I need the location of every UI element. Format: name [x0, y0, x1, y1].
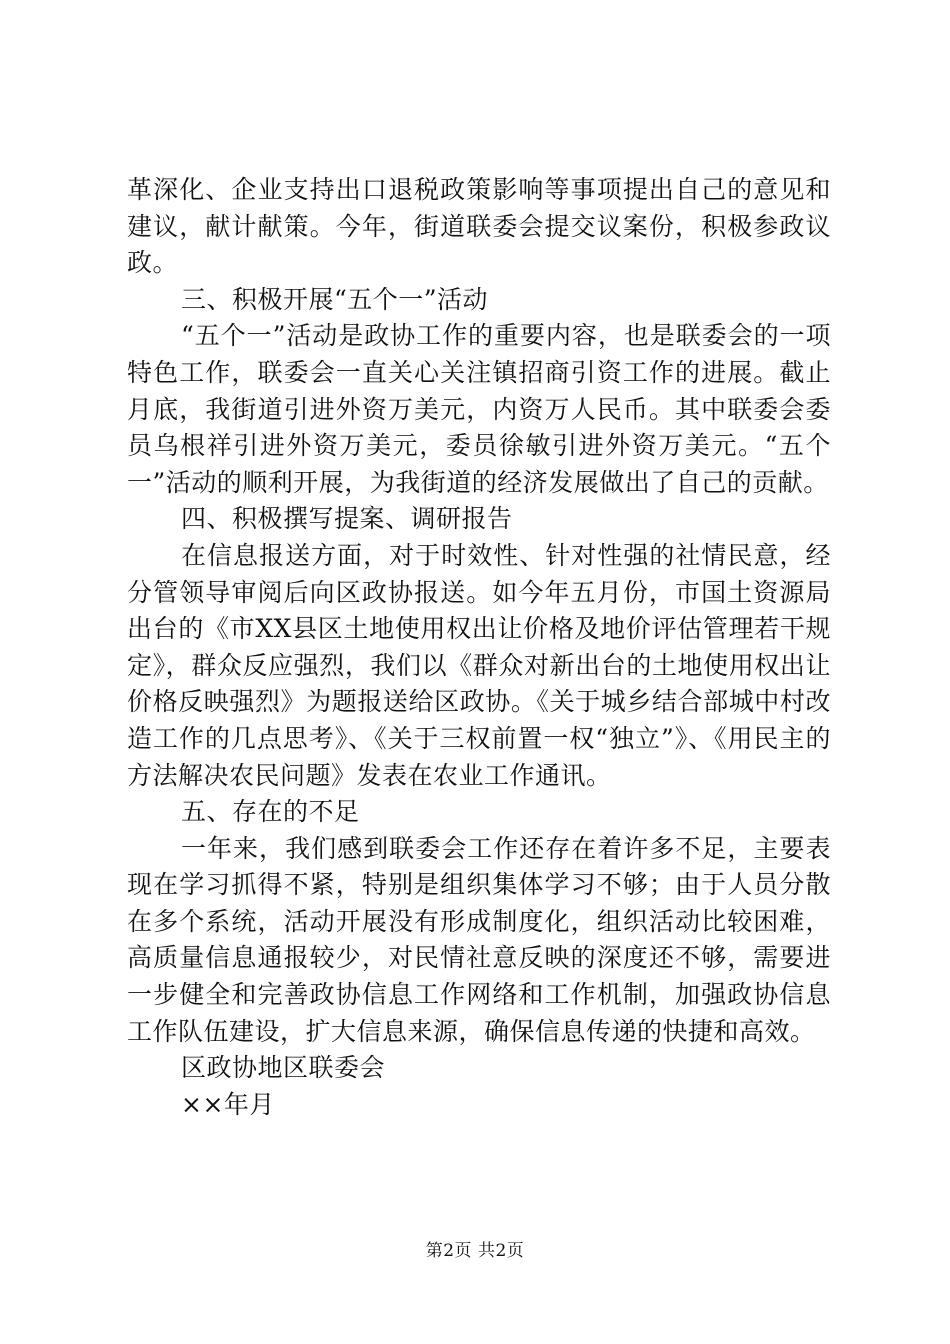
- paragraph-five-activities: “五个一”活动是政协工作的重要内容，也是联委会的一项特色工作，联委会一直关心关注镇招商引资工作的进展。截止月底，我街道引进外资万美元，内资万人民币。其中联委会委员乌根祥引进外资万美元，委员徐敏引进外资万美元。“五个一”活动的顺利开展，为我街道的经济发展做出了自己的贡献。: [127, 321, 831, 497]
- paragraph-continuation: 革深化、企业支持出口退税政策影响等事项提出自己的意见和建议，献计献策。今年，街道联委会提交议案份，积极参政议政。: [127, 175, 831, 278]
- section-heading-four: 四、积极撰写提案、调研报告: [181, 504, 513, 534]
- page-number-footer: 第2页 共2页: [425, 1241, 525, 1261]
- document-body: [127, 172, 831, 1123]
- section-heading-five: 五、存在的不足: [181, 797, 360, 827]
- signature-date: ××年月: [181, 1089, 275, 1119]
- paragraph-shortcomings: 一年来，我们感到联委会工作还存在着许多不足，主要表现在学习抓得不紧，特别是组织集体学习不够；由于人员分散在多个系统，活动开展没有形成制度化，组织活动比较困难，高质量信息通报较少，对民情社意反映的深度还不够，需要进一步健全和完善政协信息工作网络和工作机制，加强政协信息工作队伍建设，扩大信息来源，确保信息传递的快捷和高效。: [127, 833, 831, 1046]
- signature-organization: 区政协地区联委会: [181, 1053, 386, 1083]
- paragraph-information-reporting: 在信息报送方面，对于时效性、针对性强的社情民意，经分管领导审阅后向区政协报送。如今年五月份，市国土资源局出台的《市XX县区土地使用权出让价格及地价评估管理若干规定》，群众反应强烈，我们以《群众对新出台的土地使用权出让价格反映强烈》为题报送给区政协。《关于城乡结合部城中村改造工作的几点思考》、《关于三权前置一权“独立”》、《用民主的方法解决农民问题》发表在农业工作通讯。: [127, 540, 831, 790]
- section-heading-three: 三、积极开展“五个一”活动: [181, 284, 489, 314]
